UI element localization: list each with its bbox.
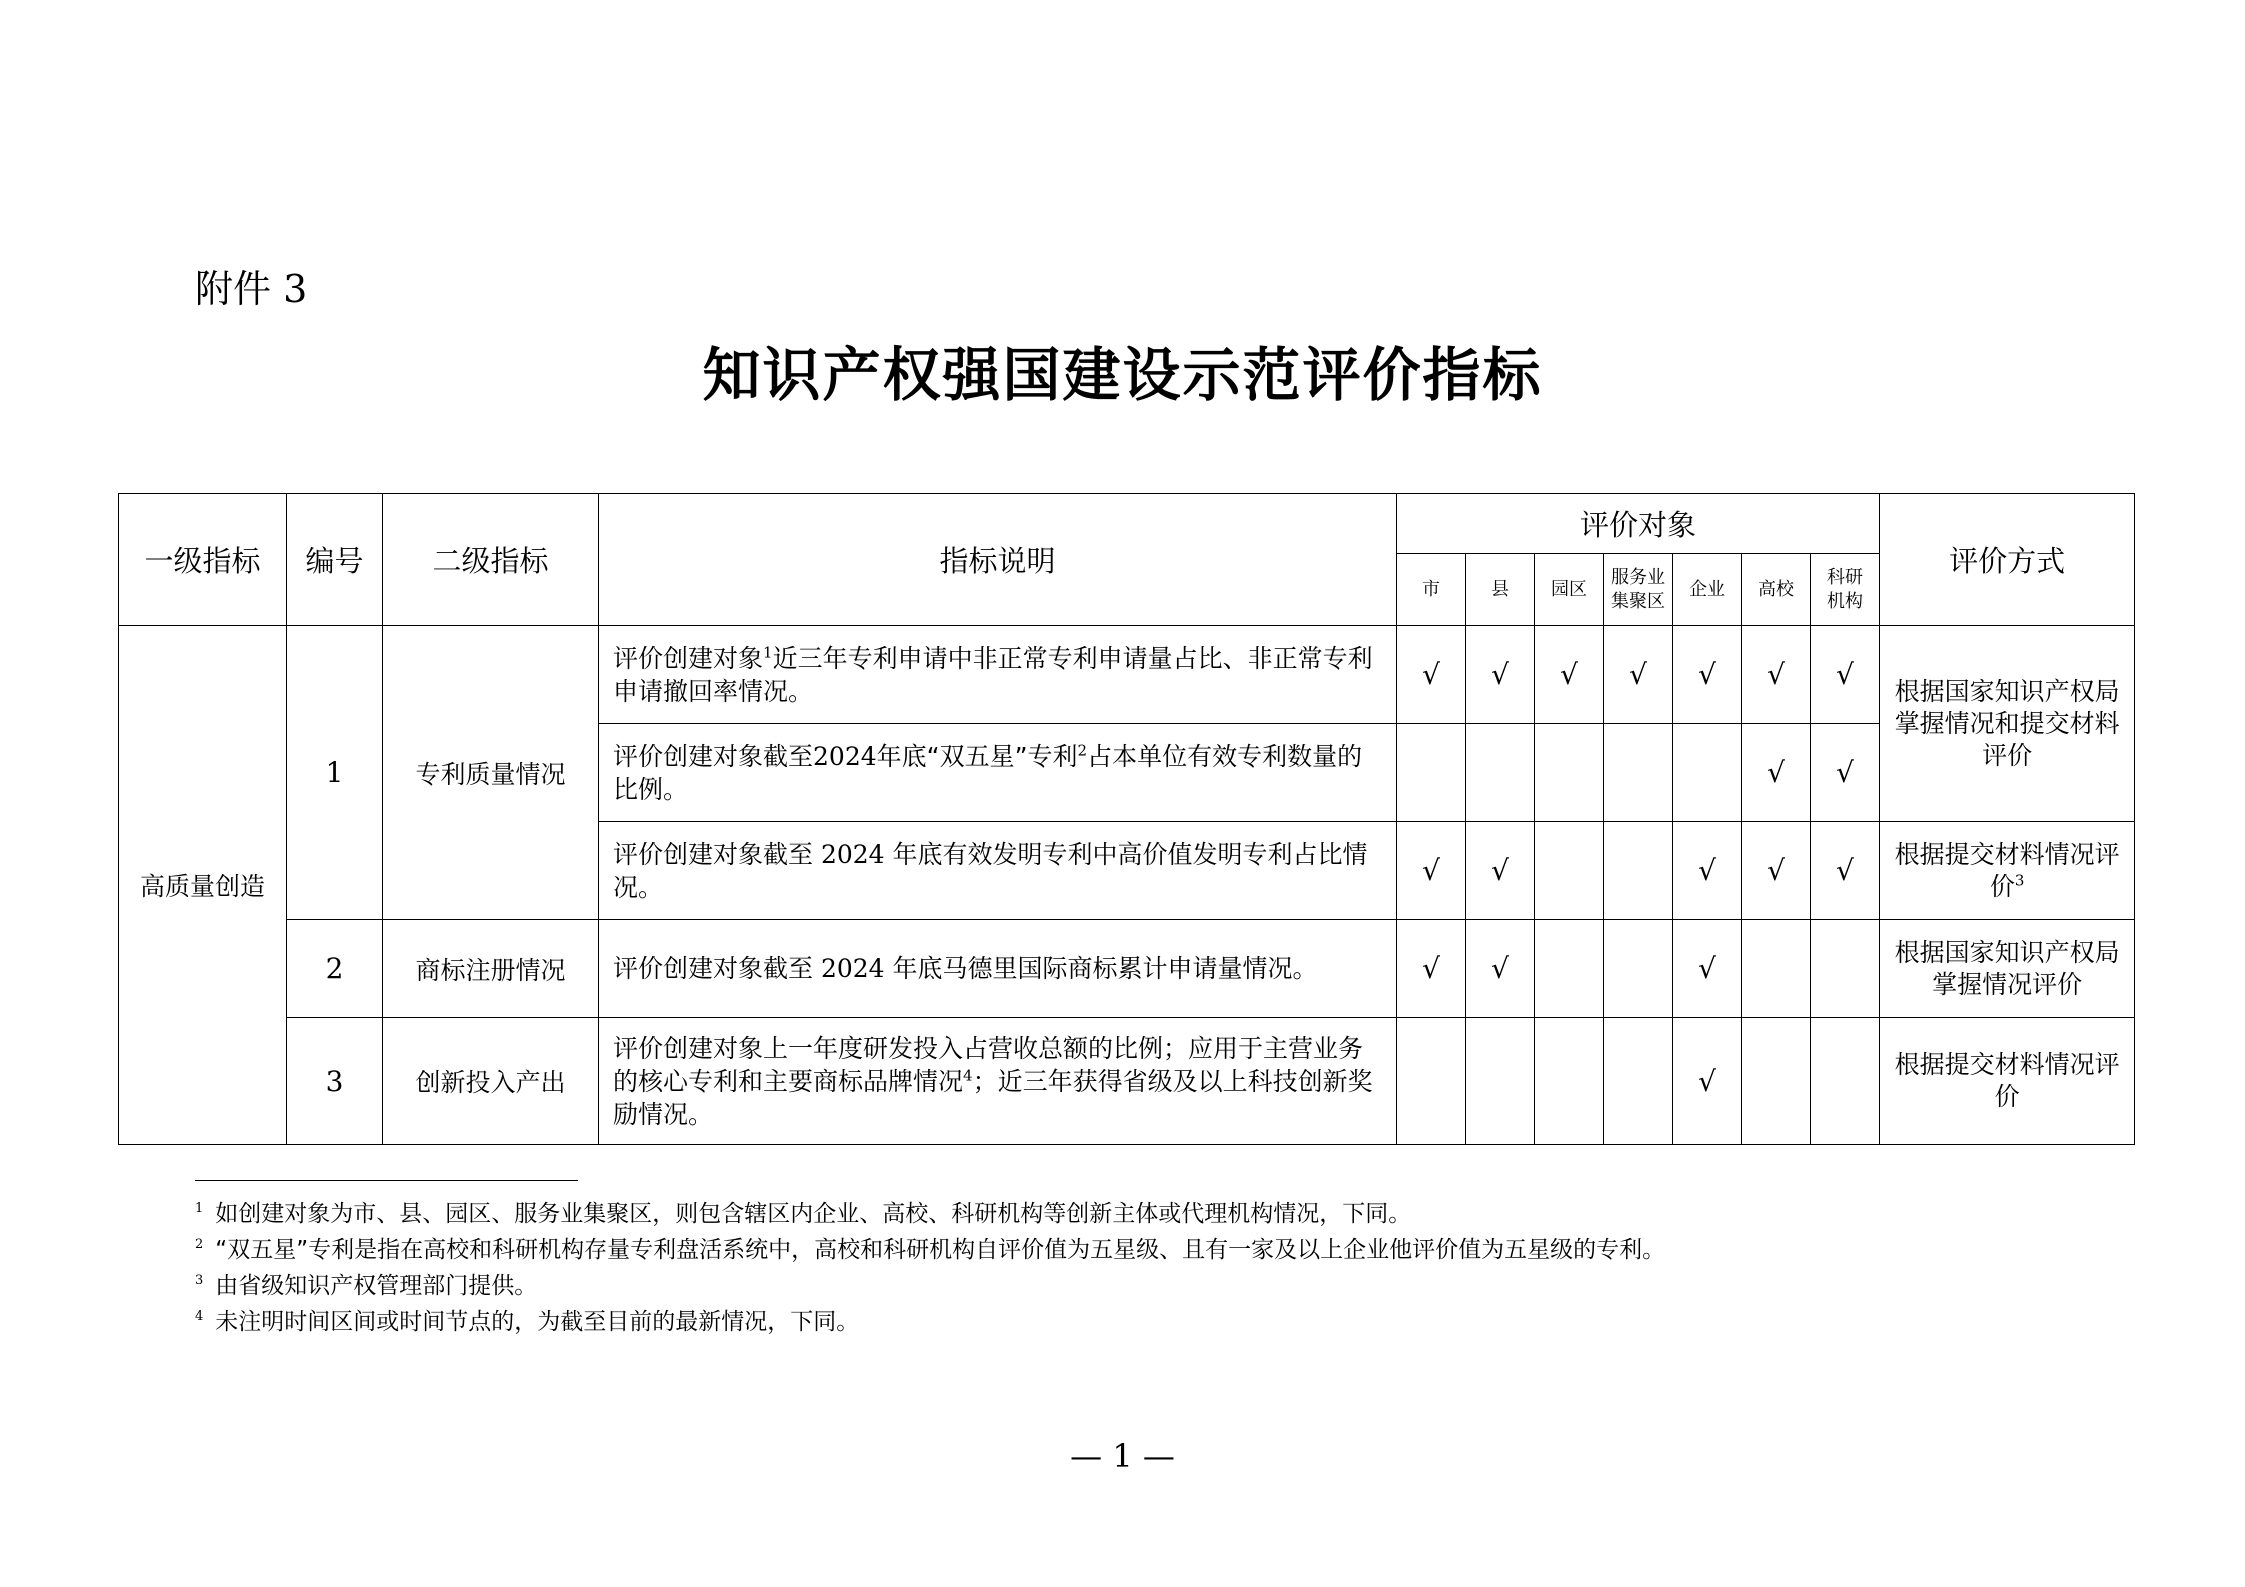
indicator-name: 专利质量情况 xyxy=(383,626,599,920)
empty-cell xyxy=(1604,1018,1673,1145)
footnote-text: 由省级知识产权管理部门提供。 xyxy=(215,1273,538,1299)
empty-cell xyxy=(1811,1018,1880,1145)
header-number: 编号 xyxy=(287,494,383,626)
evaluation-method xyxy=(1880,822,2135,920)
method-text: 根据提交材料情况评价 xyxy=(1894,839,2120,901)
check-mark: √ xyxy=(1811,822,1880,920)
empty-cell xyxy=(1535,1018,1604,1145)
empty-cell xyxy=(1466,724,1535,822)
empty-cell xyxy=(1535,724,1604,822)
check-mark: √ xyxy=(1742,724,1811,822)
indicator-description xyxy=(599,724,1397,822)
check-mark: √ xyxy=(1604,626,1673,724)
evaluation-method: 根据国家知识产权局掌握情况和提交材料评价 xyxy=(1880,626,2135,822)
desc-year: 2024 xyxy=(820,954,885,983)
evaluation-table xyxy=(118,493,2135,1145)
header-target-service-line2: 集聚区 xyxy=(1611,590,1665,612)
desc-year: 2024 xyxy=(820,839,885,869)
empty-cell xyxy=(1604,920,1673,1018)
desc-text: 年底“双五星”专利 xyxy=(876,741,1078,771)
attachment-number: 3 xyxy=(283,267,308,311)
attachment-label xyxy=(195,258,307,313)
check-mark: √ xyxy=(1673,920,1742,1018)
header-target-county: 县 xyxy=(1466,554,1535,626)
footnote-separator xyxy=(195,1180,578,1181)
evaluation-method: 根据提交材料情况评价 xyxy=(1880,1018,2135,1145)
desc-text: 评价创建对象截至 xyxy=(613,954,814,983)
desc-text: 年底有效发明专利中高价值发明专利占比情况。 xyxy=(613,839,1368,902)
header-level2: 二级指标 xyxy=(383,494,599,626)
footnote-mark: 4 xyxy=(195,1309,204,1325)
table-row xyxy=(119,626,2135,724)
footnote-mark: 1 xyxy=(195,1201,204,1217)
indicator-description xyxy=(599,822,1397,920)
check-mark: √ xyxy=(1466,822,1535,920)
check-mark: √ xyxy=(1742,626,1811,724)
header-target-institute xyxy=(1811,554,1880,626)
header-target-institute-line2: 机构 xyxy=(1827,590,1864,612)
check-mark: √ xyxy=(1742,822,1811,920)
empty-cell xyxy=(1742,1018,1811,1145)
empty-cell xyxy=(1397,1018,1466,1145)
footnote-text: “双五星”专利是指在高校和科研机构存量专利盘活系统中，高校和科研机构自评价值为五星级、且有一家及以上企业他评价值为五星级的专利。 xyxy=(215,1237,1666,1263)
footnote-mark: 3 xyxy=(195,1273,204,1289)
empty-cell xyxy=(1535,822,1604,920)
check-mark: √ xyxy=(1673,822,1742,920)
check-mark: √ xyxy=(1535,626,1604,724)
desc-text: 年底马德里国际商标累计申请量情况。 xyxy=(892,954,1318,983)
header-level1: 一级指标 xyxy=(119,494,287,626)
empty-cell xyxy=(1604,724,1673,822)
header-targets: 评价对象 xyxy=(1397,494,1880,554)
desc-text: ；近三年获得省级及以上科技创新奖励情况。 xyxy=(613,1066,1373,1129)
footnote-item xyxy=(195,1232,1665,1268)
empty-cell xyxy=(1397,724,1466,822)
footnote-item xyxy=(195,1268,1665,1304)
footnote-text: 未注明时间区间或时间节点的，为截至目前的最新情况，下同。 xyxy=(215,1309,860,1335)
header-target-service-cluster xyxy=(1604,554,1673,626)
desc-text: 评价创建对象截至 xyxy=(613,741,814,771)
evaluation-method: 根据国家知识产权局掌握情况评价 xyxy=(1880,920,2135,1018)
header-method: 评价方式 xyxy=(1880,494,2135,626)
check-mark: √ xyxy=(1397,822,1466,920)
empty-cell xyxy=(1742,920,1811,1018)
indicator-description xyxy=(599,626,1397,724)
footnote-ref: 4 xyxy=(963,1066,973,1085)
header-target-enterprise: 企业 xyxy=(1673,554,1742,626)
table-row xyxy=(119,1018,2135,1145)
document-title: 知识产权强国建设示范评价指标 xyxy=(702,341,1543,409)
header-target-park: 园区 xyxy=(1535,554,1604,626)
check-mark: √ xyxy=(1466,920,1535,1018)
indicator-description xyxy=(599,1018,1397,1145)
desc-text: 评价创建对象 xyxy=(613,643,764,673)
check-mark: √ xyxy=(1466,626,1535,724)
row-number: 2 xyxy=(287,920,383,1018)
footnote-mark: 2 xyxy=(195,1237,204,1253)
check-mark: √ xyxy=(1397,626,1466,724)
indicator-description xyxy=(599,920,1397,1018)
check-mark: √ xyxy=(1811,626,1880,724)
header-target-university: 高校 xyxy=(1742,554,1811,626)
footnote-ref: 3 xyxy=(2014,871,2025,890)
desc-year: 2024 xyxy=(813,741,877,771)
empty-cell xyxy=(1535,920,1604,1018)
header-target-city: 市 xyxy=(1397,554,1466,626)
row-number: 3 xyxy=(287,1018,383,1145)
empty-cell xyxy=(1811,920,1880,1018)
check-mark: √ xyxy=(1673,1018,1742,1145)
check-mark: √ xyxy=(1673,626,1742,724)
footnotes xyxy=(195,1196,1665,1340)
indicator-name: 创新投入产出 xyxy=(383,1018,599,1145)
desc-text: 评价创建对象上一年度研发投入占营收总额的比例；应用于主营业务的核心专利和主要商标品牌情况 xyxy=(613,1033,1364,1096)
desc-text: 近三年专利申请中非正常专利申请量占比、非正常专利申请撤回率情况。 xyxy=(613,643,1373,706)
footnote-text: 如创建对象为市、县、园区、服务业集聚区，则包含辖区内企业、高校、科研机构等创新主体或代理机构情况，下同。 xyxy=(215,1201,1412,1227)
indicator-name: 商标注册情况 xyxy=(383,920,599,1018)
level1-value: 高质量创造 xyxy=(119,626,287,1145)
header-description: 指标说明 xyxy=(599,494,1397,626)
header-target-institute-line1: 科研 xyxy=(1827,566,1864,588)
footnote-item xyxy=(195,1304,1665,1340)
footnote-ref: 1 xyxy=(763,643,773,662)
footnote-ref: 2 xyxy=(1077,741,1088,760)
desc-text: 评价创建对象截至 xyxy=(613,839,814,869)
footnote-item xyxy=(195,1196,1665,1232)
attachment-text: 附件 xyxy=(195,267,272,311)
empty-cell xyxy=(1673,724,1742,822)
empty-cell xyxy=(1604,822,1673,920)
empty-cell xyxy=(1466,1018,1535,1145)
row-number: 1 xyxy=(287,626,383,920)
header-target-service-line1: 服务业 xyxy=(1611,566,1665,588)
page-number: — 1 — xyxy=(1070,1437,1175,1475)
check-mark: √ xyxy=(1811,724,1880,822)
check-mark: √ xyxy=(1397,920,1466,1018)
table-row xyxy=(119,920,2135,1018)
desc-text: 占本单位有效专利数量的比例。 xyxy=(613,741,1363,804)
